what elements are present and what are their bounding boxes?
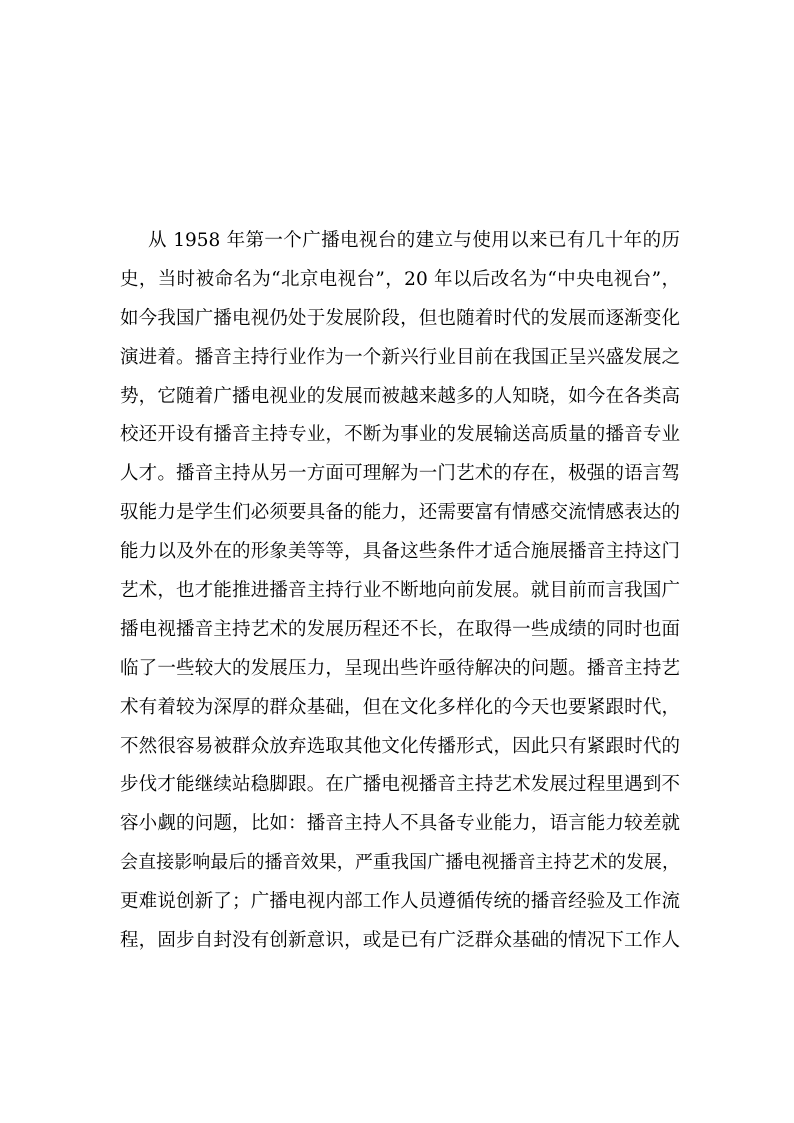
- text-line-14: 不然很容易被群众放弃选取其他文化传播形式，因此只有紧跟时代的: [120, 735, 680, 757]
- text-line-15: 步伐才能继续站稳脚跟。在广播电视播音主持艺术发展过程里遇到不: [120, 774, 680, 796]
- text-line-16: 容小觑的问题，比如：播音主持人不具备专业能力，语言能力较差就: [120, 813, 680, 835]
- text-line-13: 术有着较为深厚的群众基础，但在文化多样化的今天也要紧跟时代，: [120, 696, 680, 718]
- text-line-12: 临了一些较大的发展压力，呈现出些许亟待解决的问题。播音主持艺: [120, 657, 680, 679]
- text-line-6: 校还开设有播音主持专业，不断为事业的发展输送高质量的播音专业: [120, 424, 680, 446]
- text-line-18: 更难说创新了；广播电视内部工作人员遵循传统的播音经验及工作流: [120, 891, 680, 913]
- text-line-19: 程，固步自封没有创新意识，或是已有广泛群众基础的情况下工作人: [120, 930, 680, 952]
- text-line-3: 如今我国广播电视仍处于发展阶段，但也随着时代的发展而逐渐变化: [120, 307, 680, 329]
- body-paragraph: [120, 222, 680, 961]
- text-line-4: 演进着。播音主持行业作为一个新兴行业目前在我国正呈兴盛发展之: [120, 346, 680, 368]
- text-line-2: 史，当时被命名为“北京电视台”，20 年以后改名为“中央电视台”，: [120, 268, 680, 290]
- text-line-9: 能力以及外在的形象美等等，具备这些条件才适合施展播音主持这门: [120, 541, 680, 563]
- text-line-10: 艺术，也才能推进播音主持行业不断地向前发展。就目前而言我国广: [120, 580, 680, 602]
- text-line-7: 人才。播音主持从另一方面可理解为一门艺术的存在，极强的语言驾: [120, 463, 680, 485]
- text-line-8: 驭能力是学生们必须要具备的能力，还需要富有情感交流情感表达的: [120, 502, 680, 524]
- text-line-5: 势，它随着广播电视业的发展而被越来越多的人知晓，如今在各类高: [120, 385, 680, 407]
- text-line-11: 播电视播音主持艺术的发展历程还不长，在取得一些成绩的同时也面: [120, 618, 680, 640]
- text-line-17: 会直接影响最后的播音效果，严重我国广播电视播音主持艺术的发展，: [120, 852, 680, 874]
- text-line-1: 从 1958 年第一个广播电视台的建立与使用以来已有几十年的历: [148, 230, 680, 251]
